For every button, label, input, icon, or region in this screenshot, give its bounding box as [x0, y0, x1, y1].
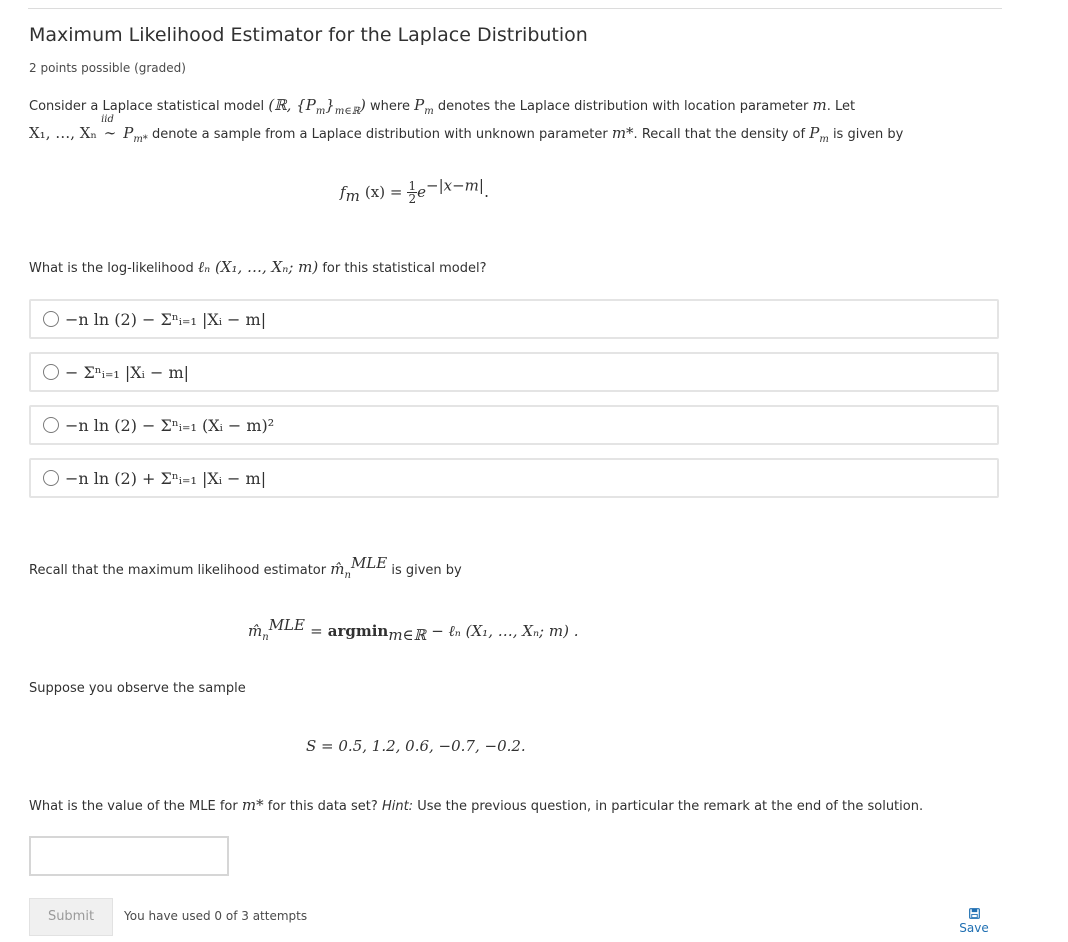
intro-text-g: is given by — [832, 127, 904, 142]
choice-label: −n ln (2) − Σⁿᵢ₌₁ (Xᵢ − m)² — [65, 416, 275, 435]
pmstar-symbol: $P_{m*}$ — [123, 124, 148, 145]
choice-label: −n ln (2) + Σⁿᵢ₌₁ |Xᵢ − m| — [65, 469, 267, 488]
choice-option[interactable] — [29, 458, 999, 498]
attempts-text: You have used 0 of 3 attempts — [124, 909, 308, 923]
recall-text: Recall that the maximum likelihood estimator $m̂_n^{MLE}$ is given by — [29, 554, 462, 581]
mle-symbol-2: $m̂_n^{MLE}$ — [248, 616, 305, 643]
save-button[interactable] — [957, 908, 991, 935]
mle-symbol: $m̂_n^{MLE}$ — [330, 554, 388, 581]
intro-text-d: Let — [835, 99, 856, 114]
answer-input[interactable] — [29, 836, 229, 876]
floppy-disk-icon — [969, 908, 980, 919]
choice-label: − Σⁿᵢ₌₁ |Xᵢ − m| — [65, 363, 190, 382]
loglik-formula: ℓₙ (X₁, …, Xₙ; m) — [197, 258, 319, 276]
choice-option[interactable] — [29, 299, 999, 339]
model-formula: (ℝ, $\{P_m\}_{m\in ℝ}$) — [268, 96, 366, 117]
radio-button[interactable] — [43, 311, 59, 327]
mstar-symbol: m* — [611, 124, 634, 142]
half-fraction: $\frac{1}{2}$ — [408, 179, 417, 206]
pm-symbol: $P_m$ — [414, 96, 434, 117]
sample-set: S = 0.5, 1.2, 0.6, −0.7, −0.2. — [306, 737, 526, 755]
radio-button[interactable] — [43, 470, 59, 486]
choice-option[interactable] — [29, 405, 999, 445]
hint-label: Hint: — [381, 799, 414, 814]
argmin-formula: $m̂_n^{MLE} = argmin_{m\in ℝ}$ − ℓₙ (X₁, …, Xₙ; m) . — [248, 616, 579, 645]
choice-label: −n ln (2) − Σⁿᵢ₌₁ |Xᵢ − m| — [65, 310, 267, 329]
density-formula: $f_m$ (x) = $\frac{1}{2}$ $e^{-|x-m|}$. — [340, 176, 490, 206]
choice-option[interactable] — [29, 352, 999, 392]
radio-button[interactable] — [43, 417, 59, 433]
sample-formula: X₁, …, Xₙ — [29, 124, 97, 142]
top-divider — [28, 8, 1002, 9]
intro-line-1: Consider a Laplace statistical model (ℝ, $\{P_m\}_{m\in ℝ}$) where $P_m$ denotes the Laplace distribution with location parameter m. Let — [29, 96, 856, 117]
question-1: What is the log-likelihood ℓₙ (X₁, …, Xₙ; m) for this statistical model? — [29, 258, 487, 276]
intro-text-e: denote a sample from a Laplace distribution with unknown parameter — [151, 127, 608, 142]
m-symbol: m — [812, 96, 827, 114]
intro-text-a: Consider a Laplace statistical model — [29, 99, 265, 114]
problem-title: Maximum Likelihood Estimator for the Laplace Distribution — [29, 24, 588, 46]
submit-button[interactable]: Submit — [29, 898, 113, 936]
radio-button[interactable] — [43, 364, 59, 380]
intro-text-b: where — [370, 99, 410, 114]
intro-line-2: X₁, …, Xₙ iid ∼ $P_{m*}$ denote a sample from a Laplace distribution with unknown parameter m*. Recall that the density of $P_m$ is given by — [29, 114, 904, 145]
intro-text-c: denotes the Laplace distribution with location parameter — [437, 99, 809, 114]
hint-text: Use the previous question, in particular the remark at the end of the solution. — [417, 799, 924, 814]
pm-symbol-2: $P_m$ — [809, 124, 829, 145]
mstar-symbol-2: m* — [241, 796, 264, 814]
intro-text-f: Recall that the density of — [641, 127, 806, 142]
suppose-text: Suppose you observe the sample — [29, 681, 246, 696]
iid-sim: iid ∼ — [101, 114, 117, 142]
points-label: 2 points possible (graded) — [29, 61, 186, 75]
question-2: What is the value of the MLE for m* for this data set? Hint: Use the previous question, in particular the remark at the end of the solution. — [29, 796, 924, 814]
save-label: Save — [959, 921, 989, 935]
